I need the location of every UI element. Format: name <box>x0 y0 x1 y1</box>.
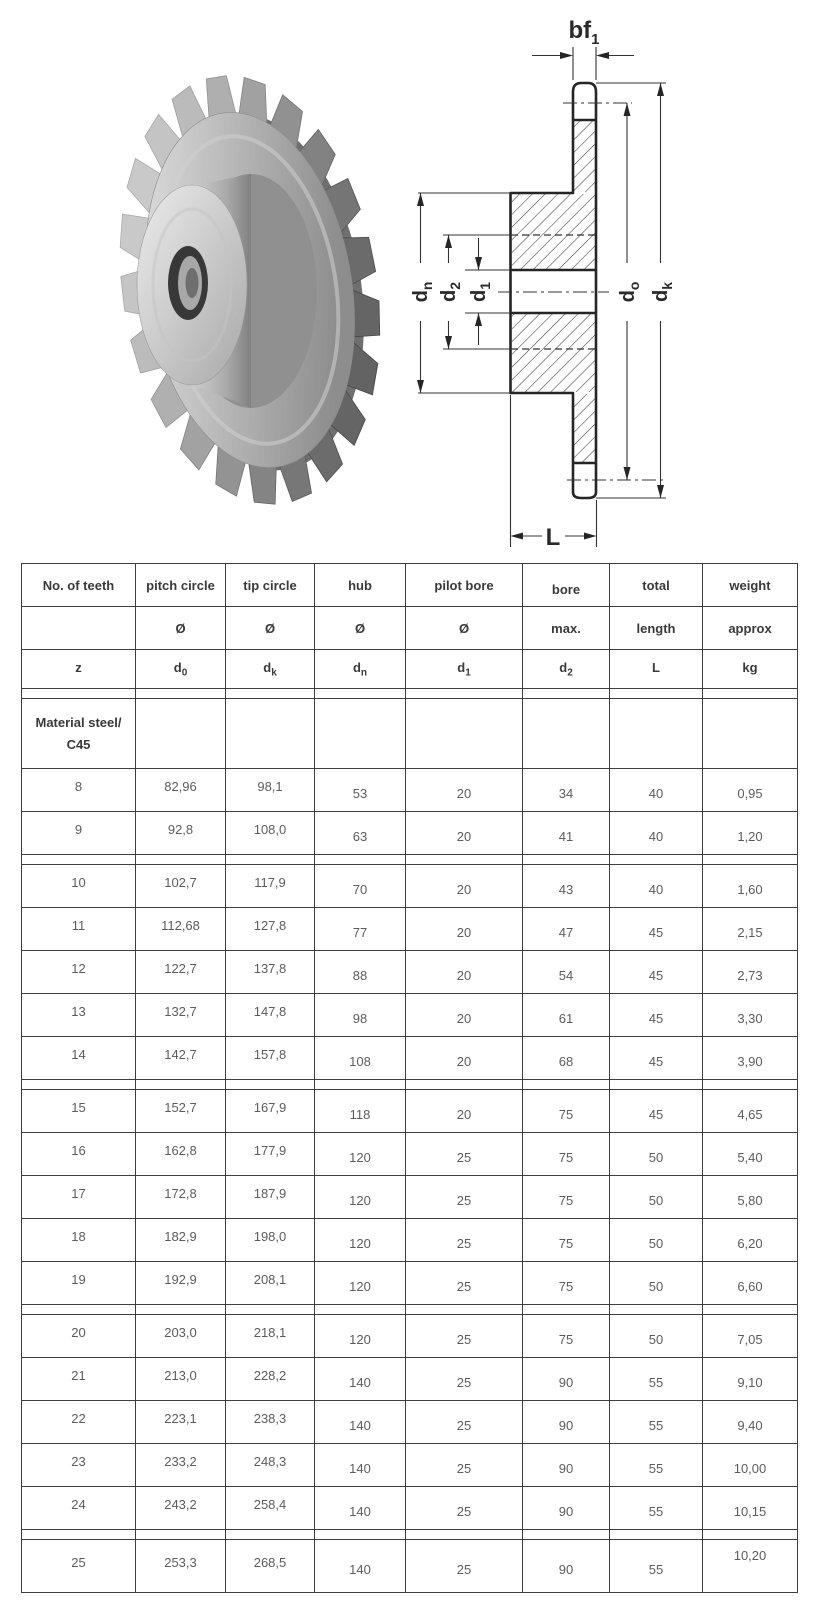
table-row <box>22 951 798 994</box>
arrowhead <box>417 380 424 393</box>
cell-z: 17 <box>22 1176 136 1219</box>
cell-d0: 112,68 <box>136 908 226 951</box>
cell-L: 45 <box>610 1037 703 1080</box>
unit-cell-length: length <box>610 607 703 650</box>
cell-kg: 2,73 <box>703 951 798 994</box>
symbol-d1: $d_1$ <box>406 650 523 689</box>
arrowhead <box>657 83 664 96</box>
cell-dk: 218,1 <box>226 1315 315 1358</box>
cell-kg: 1,20 <box>703 812 798 855</box>
cell-d2: 90 <box>523 1540 610 1593</box>
col-header-tip: tip circle <box>226 564 315 607</box>
cell-L: 55 <box>610 1444 703 1487</box>
cell-d2: 54 <box>523 951 610 994</box>
cell-z: 15 <box>22 1090 136 1133</box>
cell-d1: 20 <box>406 812 523 855</box>
cell-kg: 1,60 <box>703 865 798 908</box>
material-note <box>22 699 136 769</box>
col-header-weight: weight <box>703 564 798 607</box>
col-header-pitch: pitch circle <box>136 564 226 607</box>
dim-label-d2: $d_2$ <box>438 281 463 303</box>
cell-z: 24 <box>22 1487 136 1530</box>
unit-cell-diameter: Ø <box>315 607 406 650</box>
cell-dk: 157,8 <box>226 1037 315 1080</box>
col-header-hub: hub <box>315 564 406 607</box>
cell-dn: 63 <box>315 812 406 855</box>
cell-kg: 5,40 <box>703 1133 798 1176</box>
cell-dk: 117,9 <box>226 865 315 908</box>
unit-cell <box>22 607 136 650</box>
cell-d2: 61 <box>523 994 610 1037</box>
cell-d1: 20 <box>406 951 523 994</box>
dimension-table <box>21 563 798 1593</box>
cell-d1: 20 <box>406 769 523 812</box>
cell-kg: 7,05 <box>703 1315 798 1358</box>
cell-d0: 142,7 <box>136 1037 226 1080</box>
cell-kg: 5,80 <box>703 1176 798 1219</box>
unit-cell-approx: approx <box>703 607 798 650</box>
hatch-hub-lower <box>512 314 595 392</box>
cell-z: 14 <box>22 1037 136 1080</box>
arrowhead <box>596 52 609 59</box>
cell-z: 16 <box>22 1133 136 1176</box>
cell-kg: 10,15 <box>703 1487 798 1530</box>
cell-d1: 25 <box>406 1262 523 1305</box>
cell-d1: 20 <box>406 1090 523 1133</box>
cell-d2: 75 <box>523 1133 610 1176</box>
table-row <box>22 1540 798 1593</box>
cell-kg: 4,65 <box>703 1090 798 1133</box>
cell-d1: 25 <box>406 1401 523 1444</box>
cell-kg: 10,20 <box>703 1540 798 1593</box>
hub <box>137 174 317 408</box>
cell-d0: 162,8 <box>136 1133 226 1176</box>
material-row <box>22 699 798 769</box>
cell-d1: 20 <box>406 908 523 951</box>
cell-d0: 223,1 <box>136 1401 226 1444</box>
cell-dk: 248,3 <box>226 1444 315 1487</box>
cell-z: 12 <box>22 951 136 994</box>
arrowhead <box>560 52 573 59</box>
col-header-teeth: No. of teeth <box>22 564 136 607</box>
cell-d0: 82,96 <box>136 769 226 812</box>
cell-d1: 20 <box>406 865 523 908</box>
cell-d2: 90 <box>523 1487 610 1530</box>
cell-d0: 92,8 <box>136 812 226 855</box>
cell-kg: 6,60 <box>703 1262 798 1305</box>
cell-z: 21 <box>22 1358 136 1401</box>
unit-cell-max: max. <box>523 607 610 650</box>
symbol-dk: $d_k$ <box>226 650 315 689</box>
cell-z: 13 <box>22 994 136 1037</box>
table-row <box>22 1358 798 1401</box>
dim-label-L: L <box>545 524 561 551</box>
cell-dn: 118 <box>315 1090 406 1133</box>
cell-z: 20 <box>22 1315 136 1358</box>
figure-area <box>0 0 825 560</box>
table-row <box>22 1133 798 1176</box>
cell-dn: 120 <box>315 1133 406 1176</box>
bore-core <box>186 268 199 298</box>
cell-d0: 132,7 <box>136 994 226 1037</box>
symbol-d0: $d_0$ <box>136 650 226 689</box>
cell-L: 40 <box>610 769 703 812</box>
cell-d2: 43 <box>523 865 610 908</box>
table-row <box>22 769 798 812</box>
arrowhead <box>445 336 452 349</box>
cell-z: 9 <box>22 812 136 855</box>
cell-d2: 90 <box>523 1444 610 1487</box>
cell-d2: 41 <box>523 812 610 855</box>
table-row <box>22 1037 798 1080</box>
cell-d2: 75 <box>523 1315 610 1358</box>
cell-dk: 198,0 <box>226 1219 315 1262</box>
cell-dn: 120 <box>315 1315 406 1358</box>
cell-d1: 25 <box>406 1133 523 1176</box>
symbol-dn: $d_n$ <box>315 650 406 689</box>
arrowhead <box>624 467 631 480</box>
table-row <box>22 1262 798 1305</box>
cell-L: 50 <box>610 1315 703 1358</box>
dim-label-dk: $d_k$ <box>650 281 675 303</box>
col-header-total: total <box>610 564 703 607</box>
table-row <box>22 1401 798 1444</box>
cell-d1: 20 <box>406 1037 523 1080</box>
cell-d2: 34 <box>523 769 610 812</box>
cell-dn: 88 <box>315 951 406 994</box>
dim-label-dn: $d_n$ <box>410 281 435 303</box>
cell-L: 55 <box>610 1487 703 1530</box>
arrowhead <box>417 193 424 206</box>
separator-row <box>22 1305 798 1315</box>
cell-d2: 47 <box>523 908 610 951</box>
material-note-line1: Material steel/ <box>35 714 122 730</box>
cell-d0: 203,0 <box>136 1315 226 1358</box>
cell-d1: 25 <box>406 1176 523 1219</box>
cell-z: 23 <box>22 1444 136 1487</box>
dim-label-d1: $d_1$ <box>468 281 493 303</box>
cell-dn: 108 <box>315 1037 406 1080</box>
cell-d1: 25 <box>406 1487 523 1530</box>
cell-L: 50 <box>610 1219 703 1262</box>
cell-kg: 3,90 <box>703 1037 798 1080</box>
cell-kg: 6,20 <box>703 1219 798 1262</box>
table-row <box>22 865 798 908</box>
cell-d1: 25 <box>406 1315 523 1358</box>
unit-cell-diameter: Ø <box>226 607 315 650</box>
cell-kg: 9,40 <box>703 1401 798 1444</box>
cell-dn: 70 <box>315 865 406 908</box>
cell-d0: 182,9 <box>136 1219 226 1262</box>
cell-kg: 0,95 <box>703 769 798 812</box>
cell-dn: 140 <box>315 1358 406 1401</box>
separator-row <box>22 855 798 865</box>
col-header-bore: bore <box>523 564 610 607</box>
cell-kg: 9,10 <box>703 1358 798 1401</box>
separator-row <box>22 1080 798 1090</box>
header-row-units <box>22 607 798 650</box>
table-row <box>22 908 798 951</box>
symbol-L: L <box>610 650 703 689</box>
cell-z: 22 <box>22 1401 136 1444</box>
cell-d2: 75 <box>523 1176 610 1219</box>
cell-dn: 120 <box>315 1219 406 1262</box>
table-row <box>22 812 798 855</box>
cell-dk: 187,9 <box>226 1176 315 1219</box>
cell-dk: 98,1 <box>226 769 315 812</box>
cell-dk: 127,8 <box>226 908 315 951</box>
cell-L: 50 <box>610 1133 703 1176</box>
hatch-hub-upper <box>512 194 595 269</box>
cell-dn: 140 <box>315 1401 406 1444</box>
table-row <box>22 1090 798 1133</box>
table-row <box>22 994 798 1037</box>
table-row <box>22 1487 798 1530</box>
unit-cell-diameter: Ø <box>406 607 523 650</box>
arrowhead <box>624 103 631 116</box>
cell-dk: 147,8 <box>226 994 315 1037</box>
cell-dk: 137,8 <box>226 951 315 994</box>
cell-dk: 208,1 <box>226 1262 315 1305</box>
cell-d0: 253,3 <box>136 1540 226 1593</box>
cell-d1: 25 <box>406 1540 523 1593</box>
table-row <box>22 1315 798 1358</box>
cell-L: 45 <box>610 951 703 994</box>
cell-L: 45 <box>610 1090 703 1133</box>
header-row-titles <box>22 564 798 607</box>
table-row <box>22 1444 798 1487</box>
table-row <box>22 1176 798 1219</box>
cell-L: 55 <box>610 1540 703 1593</box>
cell-d1: 25 <box>406 1358 523 1401</box>
cell-d0: 243,2 <box>136 1487 226 1530</box>
cell-d2: 75 <box>523 1090 610 1133</box>
hatch-tooth-lower <box>574 394 595 462</box>
cell-z: 18 <box>22 1219 136 1262</box>
unit-cell-diameter: Ø <box>136 607 226 650</box>
cell-dn: 140 <box>315 1444 406 1487</box>
cell-dn: 140 <box>315 1487 406 1530</box>
arrowhead <box>445 235 452 248</box>
cell-dk: 238,3 <box>226 1401 315 1444</box>
arrowhead <box>511 533 524 540</box>
cell-d1: 25 <box>406 1219 523 1262</box>
hatch-tooth-upper <box>574 121 595 192</box>
sprocket-photo <box>100 55 400 515</box>
arrowhead <box>475 257 482 270</box>
cell-d0: 122,7 <box>136 951 226 994</box>
cell-kg: 2,15 <box>703 908 798 951</box>
separator-row <box>22 1530 798 1540</box>
separator-row <box>22 689 798 699</box>
dim-label-bf1: $bf_1$ <box>568 17 600 48</box>
cell-dn: 53 <box>315 769 406 812</box>
symbol-d2: $d_2$ <box>523 650 610 689</box>
cell-z: 8 <box>22 769 136 812</box>
cell-dk: 228,2 <box>226 1358 315 1401</box>
cell-kg: 3,30 <box>703 994 798 1037</box>
cell-L: 50 <box>610 1262 703 1305</box>
cell-dn: 98 <box>315 994 406 1037</box>
cell-dk: 167,9 <box>226 1090 315 1133</box>
cell-L: 40 <box>610 865 703 908</box>
cell-d0: 213,0 <box>136 1358 226 1401</box>
cell-L: 45 <box>610 908 703 951</box>
arrowhead <box>657 485 664 498</box>
cell-d2: 90 <box>523 1401 610 1444</box>
cell-d0: 233,2 <box>136 1444 226 1487</box>
cell-dn: 120 <box>315 1176 406 1219</box>
cell-dk: 268,5 <box>226 1540 315 1593</box>
cell-dk: 177,9 <box>226 1133 315 1176</box>
cell-L: 40 <box>610 812 703 855</box>
material-note-line2: C45 <box>66 736 91 752</box>
cell-d0: 152,7 <box>136 1090 226 1133</box>
cell-L: 45 <box>610 994 703 1037</box>
sprocket-section-drawing <box>395 0 815 560</box>
cell-d1: 25 <box>406 1444 523 1487</box>
cell-d0: 192,9 <box>136 1262 226 1305</box>
cell-z: 19 <box>22 1262 136 1305</box>
cell-d2: 90 <box>523 1358 610 1401</box>
col-header-pilot-bore: pilot bore <box>406 564 523 607</box>
cell-kg: 10,00 <box>703 1444 798 1487</box>
cell-dn: 120 <box>315 1262 406 1305</box>
header-row-symbols <box>22 650 798 689</box>
cell-d1: 20 <box>406 994 523 1037</box>
cell-L: 55 <box>610 1358 703 1401</box>
dim-label-do: $d_o$ <box>617 281 642 303</box>
cell-z: 25 <box>22 1540 136 1593</box>
cell-z: 10 <box>22 865 136 908</box>
cell-d0: 102,7 <box>136 865 226 908</box>
cell-d2: 75 <box>523 1219 610 1262</box>
cell-dk: 258,4 <box>226 1487 315 1530</box>
cell-d2: 75 <box>523 1262 610 1305</box>
cell-L: 55 <box>610 1401 703 1444</box>
cell-d2: 68 <box>523 1037 610 1080</box>
arrowhead <box>584 533 597 540</box>
cell-dn: 77 <box>315 908 406 951</box>
cell-dn: 140 <box>315 1540 406 1593</box>
symbol-z: z <box>22 650 136 689</box>
symbol-kg: kg <box>703 650 798 689</box>
table-row <box>22 1219 798 1262</box>
cell-L: 50 <box>610 1176 703 1219</box>
cell-z: 11 <box>22 908 136 951</box>
cell-d0: 172,8 <box>136 1176 226 1219</box>
cell-dk: 108,0 <box>226 812 315 855</box>
arrowhead <box>475 313 482 326</box>
